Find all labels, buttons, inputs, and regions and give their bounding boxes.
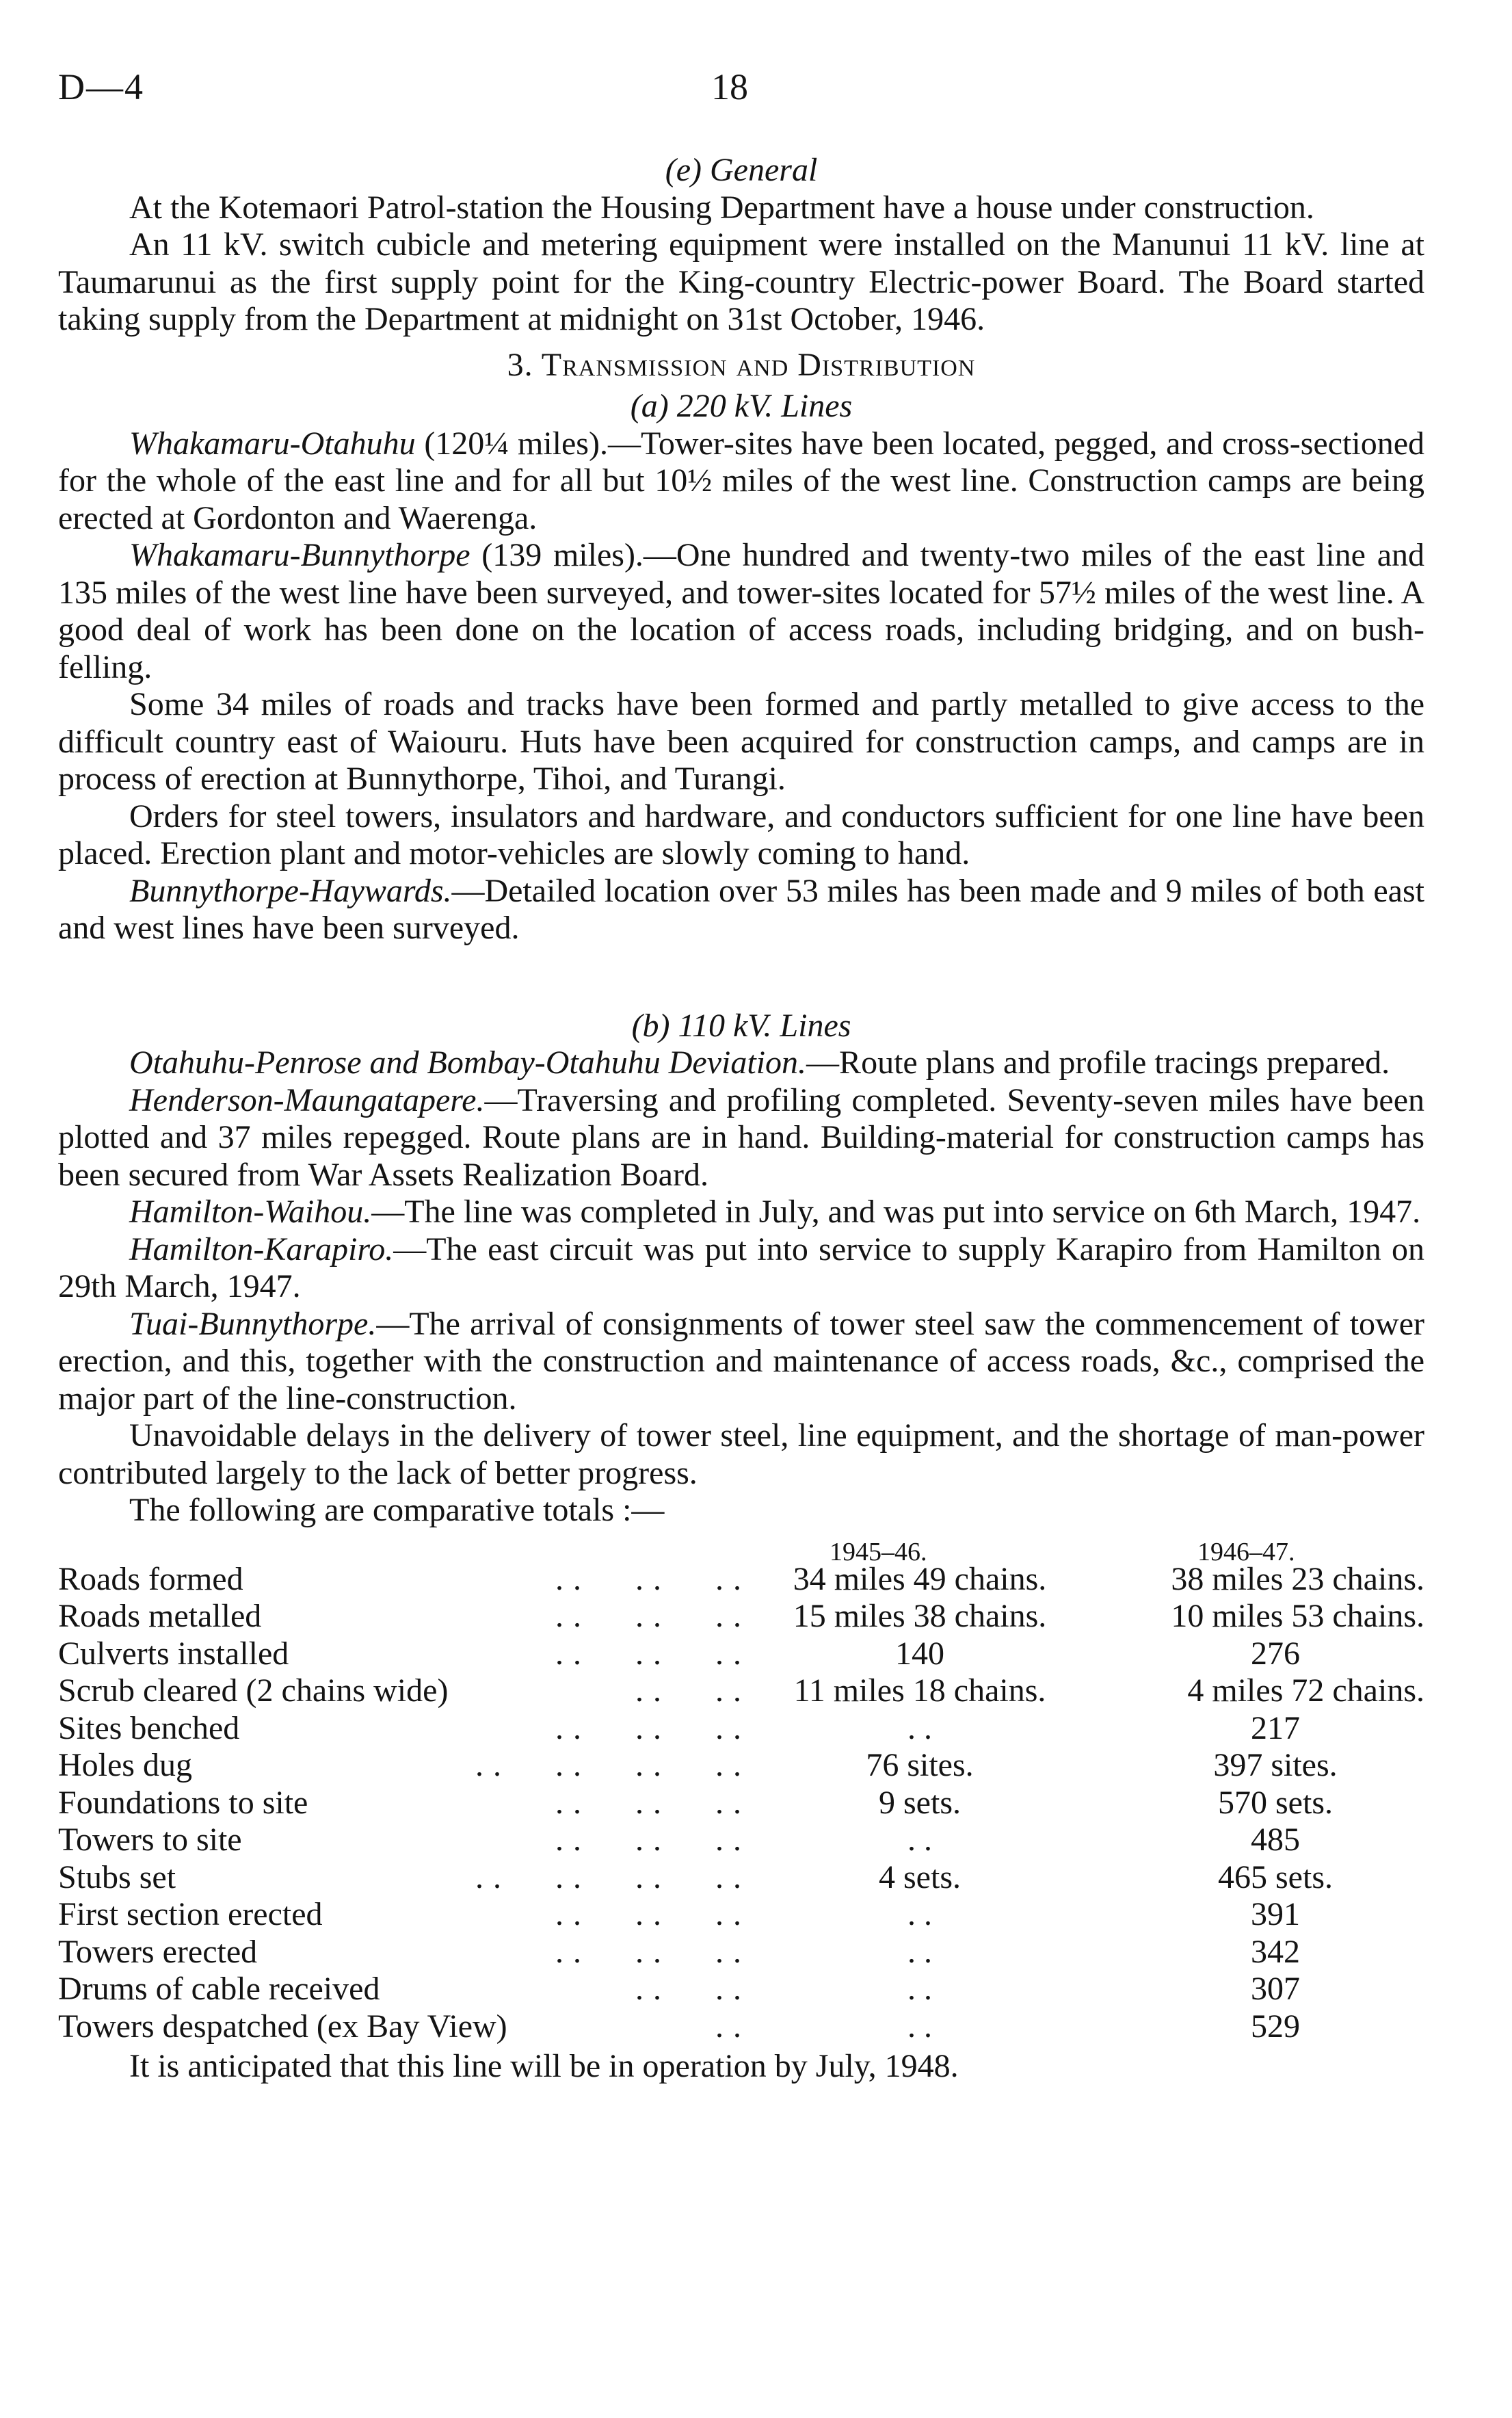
leader-dots: . .	[689, 2008, 742, 2045]
column-header-1946-47: 1946–47.	[1197, 1537, 1295, 1566]
table-row	[58, 1635, 1424, 1673]
cell-1945-46: . .	[907, 1822, 932, 1858]
leader-dots: . . . . . .	[529, 1560, 742, 1597]
table-header	[58, 1529, 1424, 1566]
table-row	[58, 1785, 1424, 1822]
leader-dots: . . . .	[609, 1971, 742, 2007]
row-label: Holes dug	[58, 1747, 192, 1783]
paragraph: Hamilton-Waihou.—The line was completed in July, and was put into service on 6th March, 1947.	[129, 1194, 1421, 1230]
paragraph: Tuai-Bunnythorpe.—The arrival of consignments of tower steel saw the commencement of tower erection, and this, together with the construction and maintenance of access roads, &c., comprised the major part of the line-construction.	[58, 1305, 1424, 1417]
cell-1946-47: 342	[1251, 1933, 1300, 1970]
row-label: Towers to site	[58, 1822, 242, 1858]
cell-1945-46: 9 sets.	[879, 1784, 961, 1821]
paragraph: Whakamaru-Otahuhu (120¼ miles).—Tower-sites have been located, pegged, and cross-sectioned for the whole of the east line and for all but 10½ miles of the west line. Construction camps are being erected at Gordonton and Waerenga.	[58, 425, 1424, 536]
cell-1945-46: 76 sites.	[866, 1747, 974, 1783]
cell-1945-46: 4 sets.	[879, 1858, 961, 1895]
table-row	[58, 1822, 1424, 1859]
cell-1945-46: 140	[895, 1635, 944, 1672]
cell-1946-47: 529	[1251, 2008, 1300, 2045]
row-label: Foundations to site	[58, 1784, 308, 1821]
paragraph: At the Kotemaori Patrol-station the Housing Department have a house under construction.	[129, 189, 1314, 226]
section-heading-general: (e) General	[665, 152, 818, 188]
table-row	[58, 1598, 1424, 1635]
cell-1946-47: 276	[1251, 1635, 1300, 1672]
cell-1946-47: 217	[1251, 1709, 1300, 1746]
cell-1945-46: . .	[907, 1709, 932, 1746]
paragraph: Hamilton-Karapiro.—The east circuit was put into service to supply Karapiro from Hamilton on 29th March, 1947.	[58, 1231, 1424, 1304]
column-header-1945-46: 1945–46.	[830, 1537, 927, 1566]
table-row	[58, 1934, 1424, 1971]
table-body	[58, 1561, 1424, 2046]
page-header	[58, 68, 1424, 123]
leader-dots: . . . . . .	[529, 1933, 742, 1970]
row-label: Scrub cleared (2 chains wide)	[58, 1672, 449, 1709]
cell-1945-46: . .	[907, 1933, 932, 1970]
paragraph: Bunnythorpe-Haywards.—Detailed location over 53 miles has been made and 9 miles of both east and west lines have been surveyed.	[58, 872, 1424, 946]
leader-dots: . . . . . .	[529, 1822, 742, 1858]
row-label: Roads metalled	[58, 1598, 262, 1634]
subheading-110kv: (b) 110 kV. Lines	[631, 1007, 851, 1044]
cell-1946-47: 465 sets.	[1218, 1858, 1333, 1895]
paragraph: The following are comparative totals :—	[129, 1492, 665, 1528]
section-heading-transmission: 3. Transmission and Distribution	[507, 346, 976, 383]
cell-1945-46: 15 miles 38 chains.	[793, 1598, 1047, 1634]
document-page	[58, 68, 1424, 2086]
leader-dots: . . . . . . . .	[466, 1747, 742, 1783]
table-row	[58, 2008, 1424, 2046]
paragraph: Whakamaru-Bunnythorpe (139 miles).—One hundred and twenty-two miles of the east line and 135 miles of the west line have been surveyed, and tower-sites located for 57½ miles of the west line. A good deal of work has been done on the location of access roads, including bridging, and on bush-felling.	[58, 537, 1424, 685]
cell-1946-47: 391	[1251, 1896, 1300, 1932]
cell-1946-47: 485	[1251, 1822, 1300, 1858]
leader-dots: . . . . . .	[529, 1598, 742, 1634]
cell-1945-46: . .	[907, 1971, 932, 2007]
paragraph: Unavoidable delays in the delivery of tower steel, line equipment, and the shortage of man-power contributed largely to the lack of better progress.	[58, 1417, 1424, 1491]
leader-dots: . . . . . . . .	[466, 1858, 742, 1895]
closing-statement: It is anticipated that this line will be in operation by July, 1948.	[129, 2048, 959, 2084]
table-row	[58, 1710, 1424, 1748]
leader-dots: . . . . . .	[546, 1896, 742, 1932]
cell-1945-46: . .	[907, 1896, 932, 1932]
table-row	[58, 1747, 1424, 1785]
paragraph: Orders for steel towers, insulators and hardware, and conductors sufficient for one line have been placed. Erection plant and motor-vehicles are slowly coming to hand.	[58, 798, 1424, 871]
row-label: Towers erected	[58, 1933, 258, 1970]
subheading-220kv: (a) 220 kV. Lines	[630, 388, 853, 424]
row-label: Roads formed	[58, 1560, 243, 1597]
page-number: 18	[711, 66, 748, 107]
table-row	[58, 1672, 1424, 1710]
paragraph: Some 34 miles of roads and tracks have been formed and partly metalled to give access to the difficult country east of Waiouru. Huts have been acquired for construction camps, and camps are in process of erection at Bunnythorpe, Tihoi, and Turangi.	[58, 686, 1424, 797]
table-row	[58, 1971, 1424, 2008]
row-label: Stubs set	[58, 1858, 176, 1895]
leader-dots: . . . . . .	[529, 1635, 742, 1672]
paragraph: An 11 kV. switch cubicle and metering equipment were installed on the Manunui 11 kV. line at Taumarunui as the first supply point for the King-country Electric-power Board. The Board started taking supply from the Department at midnight on 31st October, 1946.	[58, 226, 1424, 337]
cell-1946-47: 38 miles 23 chains.	[1171, 1560, 1424, 1597]
cell-1946-47: 307	[1251, 1971, 1300, 2007]
paragraph: Henderson-Maungatapere.—Traversing and profiling completed. Seventy-seven miles have been plotted and 37 miles repegged. Route plans are in hand. Building-material for construction camps has been secured from War Assets Realization Board.	[58, 1081, 1424, 1193]
row-label: First section erected	[58, 1896, 323, 1932]
cell-1945-46: 34 miles 49 chains.	[793, 1560, 1047, 1597]
table-row	[58, 1859, 1424, 1897]
table-row	[58, 1896, 1424, 1934]
paragraph: Otahuhu-Penrose and Bombay-Otahuhu Deviation.—Route plans and profile tracings prepared.	[129, 1044, 1390, 1081]
row-label: Culverts installed	[58, 1635, 289, 1672]
table-row	[58, 1561, 1424, 1599]
cell-1946-47: 570 sets.	[1218, 1784, 1333, 1821]
row-label: Sites benched	[58, 1709, 240, 1746]
cell-1945-46: . .	[907, 2008, 932, 2045]
leader-dots: . . . . . .	[546, 1784, 742, 1821]
cell-1946-47: 4 miles 72 chains.	[1187, 1672, 1424, 1709]
leader-dots: . . . .	[626, 1672, 742, 1709]
row-label: Drums of cable received	[58, 1971, 380, 2007]
comparative-totals-table	[58, 1529, 1424, 2046]
document-code: D—4	[58, 66, 144, 107]
leader-dots: . . . . . .	[529, 1709, 742, 1746]
cell-1945-46: 11 miles 18 chains.	[793, 1672, 1046, 1709]
cell-1946-47: 397 sites.	[1213, 1747, 1338, 1783]
cell-1946-47: 10 miles 53 chains.	[1171, 1598, 1424, 1634]
row-label: Towers despatched (ex Bay View)	[58, 2008, 507, 2045]
